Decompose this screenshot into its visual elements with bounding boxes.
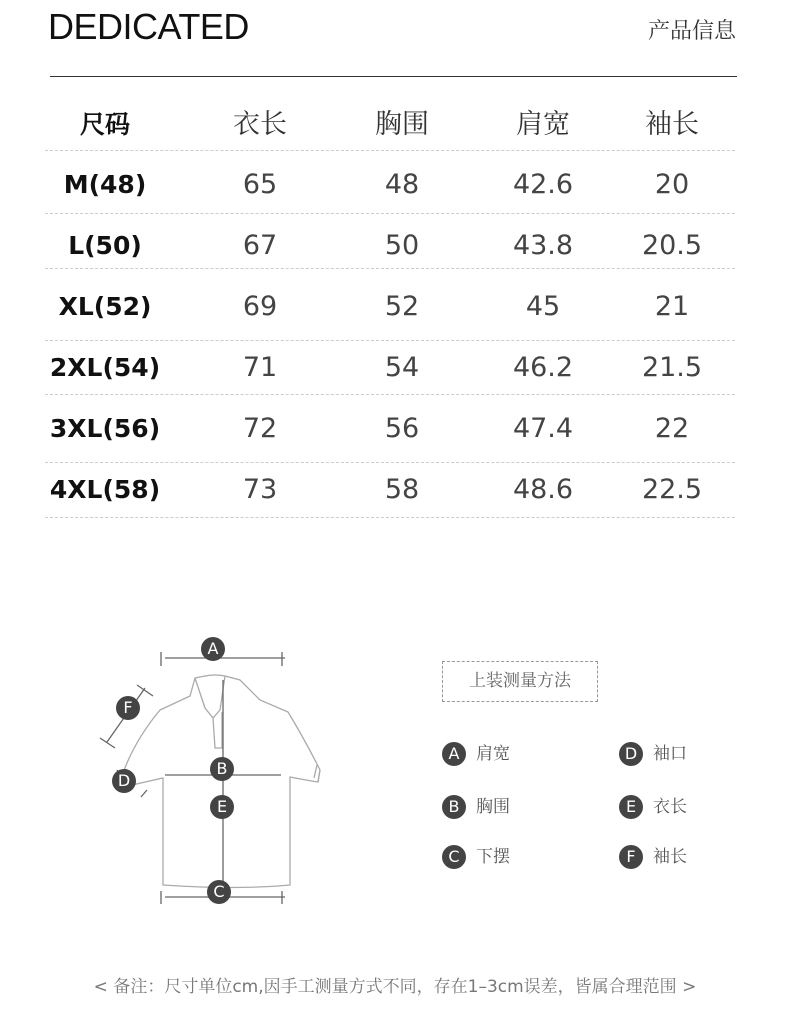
- table-cell: 48: [384, 169, 420, 200]
- marker-e: E: [210, 795, 234, 819]
- legend-marker: A: [442, 742, 466, 766]
- row-separator: [45, 268, 735, 269]
- table-cell: 43.8: [512, 230, 574, 261]
- table-cell: 73: [242, 474, 278, 505]
- legend-marker: D: [619, 742, 643, 766]
- footnote: < 备注：尺寸单位cm,因手工测量方式不同，存在1–3cm误差，皆属合理范围 >: [93, 977, 697, 997]
- legend-marker: B: [442, 795, 466, 819]
- measure-method-label: 上装测量方法: [442, 661, 598, 702]
- legend-label: 肩宽: [476, 744, 510, 764]
- table-cell: 21: [654, 291, 690, 322]
- table-cell: 54: [384, 352, 420, 383]
- legend-label: 下摆: [476, 847, 510, 867]
- legend-item: [619, 742, 687, 766]
- marker-f: F: [116, 696, 140, 720]
- legend-item: [619, 795, 687, 819]
- column-header: 尺码: [79, 110, 130, 139]
- table-cell: M(48): [63, 170, 147, 199]
- row-separator: [45, 517, 735, 518]
- table-header: [45, 105, 735, 145]
- table-row: [45, 165, 735, 205]
- table-cell: 71: [242, 352, 278, 383]
- legend-label: 袖长: [653, 847, 687, 867]
- table-row: [45, 409, 735, 449]
- table-cell: 42.6: [512, 169, 574, 200]
- table-cell: XL(52): [58, 292, 152, 321]
- table-cell: 20.5: [641, 230, 703, 261]
- column-header: 袖长: [645, 109, 699, 140]
- section-title: 产品信息: [647, 19, 736, 44]
- table-cell: 22: [654, 413, 690, 444]
- table-cell: 45: [525, 291, 561, 322]
- table-cell: 4XL(58): [49, 475, 161, 504]
- table-cell: 48.6: [512, 474, 574, 505]
- marker-c: C: [207, 880, 231, 904]
- table-cell: 72: [242, 413, 278, 444]
- table-cell: 21.5: [641, 352, 703, 383]
- table-row: [45, 287, 735, 327]
- row-separator: [45, 213, 735, 214]
- brand-title: DEDICATED: [48, 6, 249, 47]
- table-cell: 47.4: [512, 413, 574, 444]
- table-row: [45, 348, 735, 388]
- table-cell: L(50): [68, 231, 142, 260]
- legend-label: 袖口: [653, 744, 687, 764]
- legend-marker: E: [619, 795, 643, 819]
- row-separator: [45, 394, 735, 395]
- marker-b: B: [210, 757, 234, 781]
- table-cell: 22.5: [641, 474, 703, 505]
- table-cell: 69: [242, 291, 278, 322]
- column-header: 胸围: [375, 109, 429, 140]
- column-header: 肩宽: [516, 109, 570, 140]
- divider: [50, 76, 737, 77]
- marker-a: A: [201, 637, 225, 661]
- table-cell: 20: [654, 169, 690, 200]
- legend-item: [619, 845, 687, 869]
- legend-item: [442, 795, 510, 819]
- table-cell: 65: [242, 169, 278, 200]
- legend-item: [442, 742, 510, 766]
- table-cell: 56: [384, 413, 420, 444]
- legend-label: 胸围: [476, 797, 510, 817]
- marker-d: D: [112, 769, 136, 793]
- row-separator: [45, 340, 735, 341]
- legend-marker: F: [619, 845, 643, 869]
- table-cell: 58: [384, 474, 420, 505]
- row-separator: [45, 462, 735, 463]
- table-row: [45, 226, 735, 266]
- column-header: 衣长: [233, 109, 287, 140]
- table-cell: 2XL(54): [49, 353, 161, 382]
- table-row: [45, 470, 735, 510]
- legend-label: 衣长: [653, 797, 687, 817]
- row-separator: [45, 150, 735, 151]
- table-cell: 52: [384, 291, 420, 322]
- legend-item: [442, 845, 510, 869]
- legend-marker: C: [442, 845, 466, 869]
- table-cell: 3XL(56): [49, 414, 161, 443]
- table-cell: 67: [242, 230, 278, 261]
- table-cell: 50: [384, 230, 420, 261]
- table-cell: 46.2: [512, 352, 574, 383]
